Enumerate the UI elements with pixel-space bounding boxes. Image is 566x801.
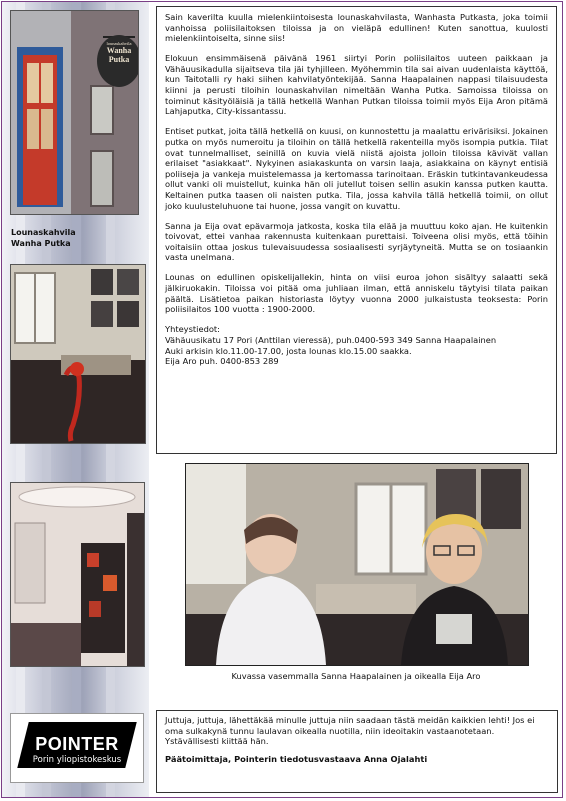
- contact-info: [165, 324, 548, 366]
- photo-two-women: [185, 463, 529, 666]
- article-box: [156, 6, 557, 454]
- photo-shop-interior: [10, 482, 145, 667]
- contact-hours: Auki arkisin klo.11.00-17.00, josta lounas klo.15.00 saakka.: [165, 345, 412, 356]
- editor-signature: Päätoimittaja, Pointerin tiedotusvastaava Anna Ojalahti: [165, 753, 428, 764]
- sidebar-caption: [11, 227, 141, 249]
- editor-note-box: [156, 710, 558, 793]
- sidebar-caption-line1: Lounaskahvila: [11, 228, 76, 237]
- left-sidebar: [2, 2, 149, 797]
- contact-phone: Eija Aro puh. 0400-853 289: [165, 356, 279, 367]
- sign-text-main2: Putka: [108, 55, 130, 64]
- article-paragraph-2: Elokuun ensimmäisenä päivänä 1961 siirtyi Porin poliisilaitos uuteen paikkaan ja Vähäuusikadulla sijaitseva tila jäi tyhjilleen. Myöhemmin tila sai aivan uudenlaista käyttöä, kun Taitotalli ry haki siihen kahvilatyöntekijää. Sanna Haapalainen nappasi tilaisuudesta kiinni ja perusti tiloihin lounaskahvilan nimeltään Wanha Putka. Samoissa tiloissa on toiminut käsityöläisiä ja tällä hetkellä Wanhan Putkan tiloissa toimii myös Eija Aron pitämä Lahjaputka, City-kissantassu.: [165, 53, 548, 117]
- logo-subtitle: Porin yliopistokeskus: [32, 755, 122, 765]
- logo-title: POINTER: [35, 734, 119, 754]
- editor-note-text: Juttuja, juttuja, lähettäkää minulle juttuja niin saadaan tästä meidän kaikkien lehti! Jos ei oma sulkakynä tunnu laulavan oikealla nuotilla, niin ideoitakin vastaanotetaan. Ystävällisesti kiittää hän.: [165, 715, 535, 747]
- photo-building-facade: [10, 10, 139, 215]
- article-paragraph-3: Entiset putkat, joita tällä hetkellä on kuusi, on kunnostettu ja maalattu erivärisiksi. Jokainen putka on myös numeroitu ja tiloihin on tällä hetkellä rakenteilla myös isompia putkia. Tilat ovat tunnelmalliset, seinillä on kuvia vielä niistä ajoista jolloin tiloissa kävivät vallan erilaiset "asiakkaat". Nykyinen asiakaskunta on varsin laaja, asiakkaina on käynyt entisiä poliiseja ja vankeja muistelemassa ja kertomassa tarinoitaan. Eräskin tutkintavankeudessa ollut vanki oli muistellut, kuinka hän oli jutellut toisen sellin asukin kanssa putken kautta. Keltainen putka taasen oli naisten putka. Tila, jossa kahvila tällä hetkellä toimii, on ollut joko kuulusteluhuone tai huone, jossa vangit on kuvattu.: [165, 126, 548, 211]
- article-paragraph-1: Sain kaverilta kuulla mielenkiintoisesta lounaskahvilasta, Wanhasta Putkasta, joka toimii vanhoissa poliisilaitoksen tiloissa ja on vieläpä edullinen! Kuten sanottua, kuulosti mielenkiintoiselta, sinne siis!: [165, 12, 548, 44]
- sidebar-caption-line2: Wanha Putka: [11, 239, 71, 248]
- pointer-logo: [10, 713, 144, 783]
- sign-text-small: lounaskahvila: [106, 41, 132, 46]
- sign-text-main1: Wanha: [106, 46, 132, 55]
- photo-caption: Kuvassa vasemmalla Sanna Haapalainen ja oikealla Eija Aro: [231, 671, 481, 681]
- contact-address: Vähäuusikatu 17 Pori (Anttilan vieressä), puh.0400-593 349 Sanna Haapalainen: [165, 334, 497, 345]
- article-paragraph-4: Sanna ja Eija ovat epävarmoja jatkosta, koska tila elää ja muuttuu koko ajan. He kuitenkin toivovat, ettei vanhaa rakennusta kuitenkaan purettaisi. Toiveena olisi myös, että töihin voitaisiin ottaa joskus tulevaisuudessa sosiaalisesti syrjäytyneitä. Mutta se on tosiaankin vasta unelmana.: [165, 220, 548, 263]
- hanging-sign: [97, 41, 139, 64]
- article-paragraph-5: Lounas on edullinen opiskelijallekin, hinta on viisi euroa johon sisältyy salaatti sekä jälkiruokakin. Tiloissa voi pitää oma juhliaan ilman, että anniskelu täytyisi tilata paikan päältä. Lisätietoa paikan historiasta löytyy vuonna 2000 julkaistusta teoksesta: Porin poliisilaitos 100 vuotta : 1900-2000.: [165, 272, 548, 315]
- contacts-title: Yhteystiedot:: [165, 324, 220, 335]
- photo-interior-window: [10, 264, 146, 444]
